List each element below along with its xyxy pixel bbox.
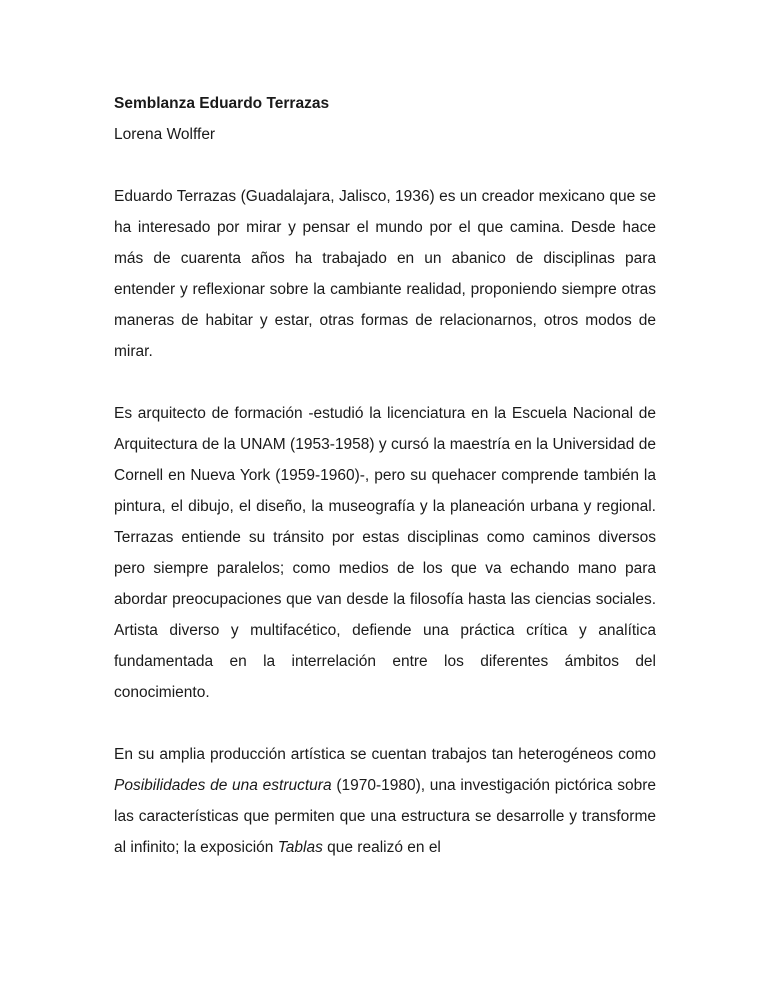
work-title-posibilidades: Posibilidades de una estructura [114, 777, 332, 794]
document-title: Semblanza Eduardo Terrazas [114, 95, 330, 112]
paragraph-3-text-c: que realizó en el [322, 839, 441, 856]
document-author: Lorena Wolffer [114, 126, 216, 143]
document-body [114, 88, 656, 894]
paragraph-3 [114, 739, 656, 863]
paragraph-3-text-a: En su amplia producción artística se cuentan trabajos tan heterogéneos como [114, 746, 656, 763]
work-title-tablas: Tablas [277, 839, 323, 856]
paragraph-1: Eduardo Terrazas (Guadalajara, Jalisco, 1936) es un creador mexicano que se ha interesado por mirar y pensar el mundo por el que camina. Desde hace más de cuarenta años ha trabajado en un abanico de disciplinas para entender y reflexionar sobre la cambiante realidad, proponiendo siempre otras maneras de habitar y estar, otras formas de relacionarnos, otros modos de mirar. [114, 188, 656, 360]
paragraph-2: Es arquitecto de formación -estudió la licenciatura en la Escuela Nacional de Arquitectura de la UNAM (1953-1958) y cursó la maestría en la Universidad de Cornell en Nueva York (1959-1960)-, pero su quehacer comprende también la pintura, el dibujo, el diseño, la museografía y la planeación urbana y regional. Terrazas entiende su tránsito por estas disciplinas como caminos diversos pero siempre paralelos; como medios de los que va echando mano para abordar preocupaciones que van desde la filosofía hasta las ciencias sociales. Artista diverso y multifacético, defiende una práctica crítica y analítica fundamentada en la interrelación entre los diferentes ámbitos del conocimiento. [114, 405, 656, 701]
paragraph-3-text-b: (1970-1980), una investigación pictórica sobre las características que permiten que una estructura se desarrolle y transforme al infinito; la exposición [114, 777, 656, 856]
